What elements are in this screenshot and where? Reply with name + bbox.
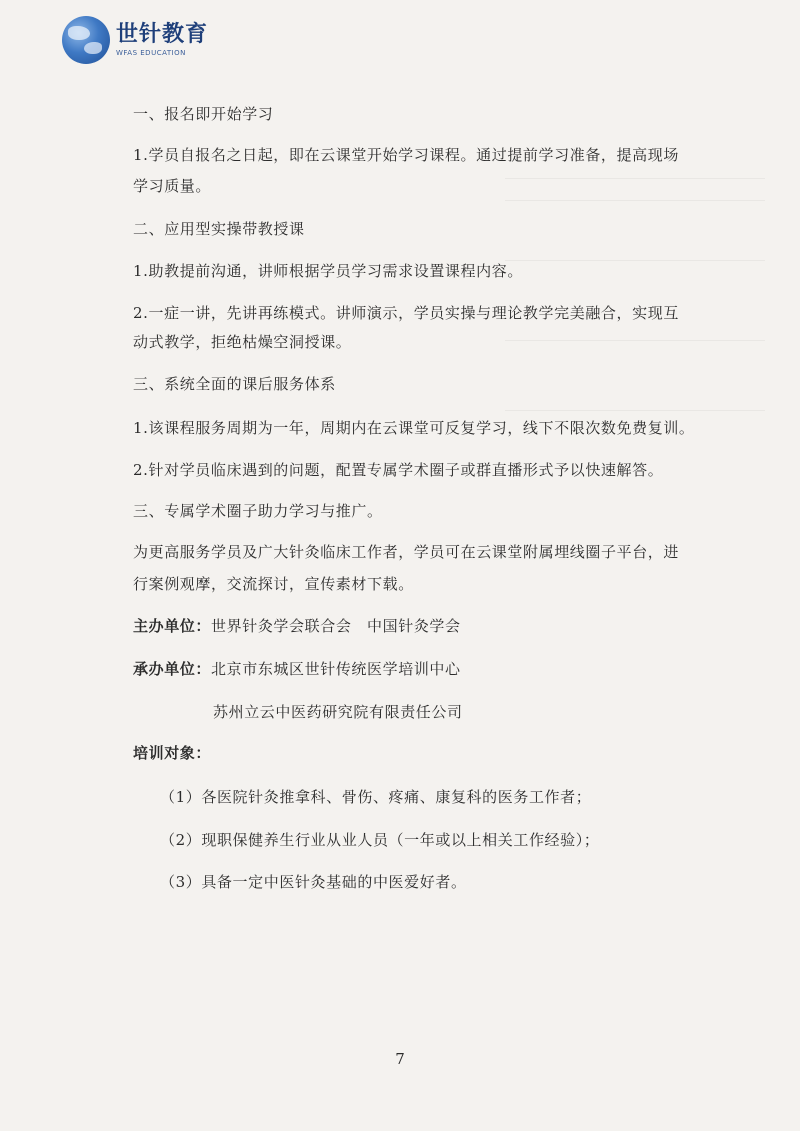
bleed-through-line bbox=[505, 260, 765, 261]
training-targets-title: 培训对象： bbox=[133, 744, 212, 762]
undertaker-label: 承办单位： bbox=[133, 660, 212, 678]
bleed-through-line bbox=[505, 410, 765, 411]
training-target-item: （3）具备一定中医针灸基础的中医爱好者。 bbox=[160, 873, 467, 891]
section-4-paragraph-line-2: 行案例观摩，交流探讨，宣传素材下载。 bbox=[133, 575, 414, 593]
undertaker-value-1: 北京市东城区世针传统医学培训中心 bbox=[211, 660, 461, 678]
training-target-item: （2）现职保健养生行业从业人员（一年或以上相关工作经验）； bbox=[160, 831, 600, 849]
page-number: 7 bbox=[395, 1050, 405, 1068]
section-1-title: 一、报名即开始学习 bbox=[133, 105, 274, 123]
section-1-paragraph-line-2: 学习质量。 bbox=[133, 177, 212, 195]
section-3-item-1: 1.该课程服务周期为一年，周期内在云课堂可反复学习，线下不限次数免费复训。 bbox=[133, 419, 695, 437]
host-organizer bbox=[133, 615, 461, 636]
section-4-paragraph-line-1: 为更高服务学员及广大针灸临床工作者，学员可在云课堂附属埋线圈子平台，进 bbox=[133, 543, 680, 561]
bleed-through-line bbox=[505, 178, 765, 179]
bleed-through-line bbox=[505, 340, 765, 341]
wfas-education-logo bbox=[62, 16, 208, 64]
section-4-title: 三、专属学术圈子助力学习与推广。 bbox=[133, 502, 383, 520]
section-1-paragraph-line-1: 1.学员自报名之日起，即在云课堂开始学习课程。通过提前学习准备，提高现场 bbox=[133, 146, 679, 164]
training-target-item: （1）各医院针灸推拿科、骨伤、疼痛、康复科的医务工作者； bbox=[160, 788, 592, 806]
logo-text bbox=[116, 23, 208, 57]
host-label: 主办单位： bbox=[133, 617, 212, 635]
undertaker-value-2: 苏州立云中医药研究院有限责任公司 bbox=[213, 703, 463, 721]
logo-english-name: WFAS EDUCATION bbox=[116, 49, 186, 57]
section-3-item-2: 2.针对学员临床遇到的问题，配置专属学术圈子或群直播形式予以快速解答。 bbox=[133, 461, 664, 479]
section-2-item-2-line-1: 2.一症一讲，先讲再练模式。讲师演示，学员实操与理论教学完美融合，实现互 bbox=[133, 304, 679, 322]
section-2-title: 二、应用型实操带教授课 bbox=[133, 220, 305, 238]
logo-chinese-name: 世针教育 bbox=[116, 22, 209, 47]
bleed-through-line bbox=[505, 200, 765, 201]
host-value: 世界针灸学会联合会 中国针灸学会 bbox=[211, 617, 461, 635]
section-3-title: 三、系统全面的课后服务体系 bbox=[133, 375, 336, 393]
section-2-item-2-line-2: 动式教学，拒绝枯燥空洞授课。 bbox=[133, 333, 352, 351]
undertaker-organizer bbox=[133, 658, 461, 679]
globe-icon bbox=[62, 16, 110, 64]
section-2-item-1: 1.助教提前沟通，讲师根据学员学习需求设置课程内容。 bbox=[133, 262, 523, 280]
